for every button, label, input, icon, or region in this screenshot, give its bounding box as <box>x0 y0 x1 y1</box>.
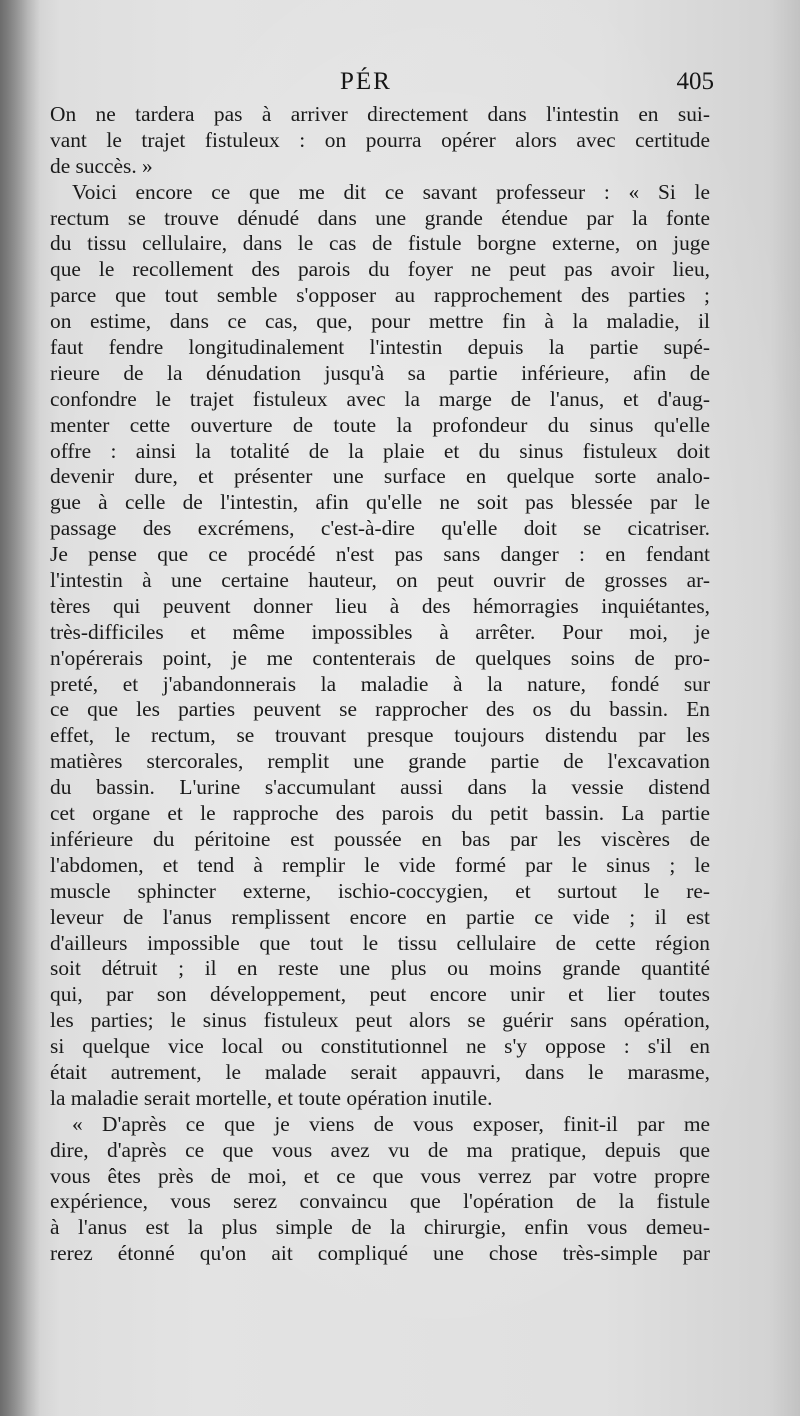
text-line: effet, le rectum, se trouvant presque toujours distendu par les <box>50 723 710 748</box>
page-number: 405 <box>676 68 714 95</box>
text-line: très-difficiles et même impossibles à arrêter. Pour moi, je <box>50 619 710 644</box>
text-line: si quelque vice local ou constitutionnel ne s'y oppose : s'il en <box>50 1034 710 1059</box>
text-line: rieure de la dénudation jusqu'à sa partie inférieure, afin de <box>50 360 710 385</box>
text-line: à l'anus est la plus simple de la chirurgie, enfin vous demeu- <box>50 1215 710 1240</box>
body-text <box>50 102 710 1267</box>
text-line: confondre le trajet fistuleux avec la marge de l'anus, et d'aug- <box>50 386 710 411</box>
text-line: la maladie serait mortelle, et toute opération inutile. <box>50 1085 493 1110</box>
text-line: on estime, dans ce cas, que, pour mettre fin à la maladie, il <box>50 309 710 334</box>
text-line: cet organe et le rapproche des parois du petit bassin. La partie <box>50 801 710 826</box>
text-line: soit détruit ; il en reste une plus ou moins grande quantité <box>50 956 710 981</box>
text-line: expérience, vous serez convaincu que l'opération de la fistule <box>50 1189 710 1214</box>
paragraph-start-line: Voici encore ce que me dit ce savant professeur : « Si le <box>72 179 710 204</box>
text-line: inférieure du péritoine est poussée en bas par les viscères de <box>50 826 710 851</box>
text-line: les parties; le sinus fistuleux peut alors se guérir sans opération, <box>50 1008 710 1033</box>
text-line: leveur de l'anus remplissent encore en partie ce vide ; il est <box>50 904 710 929</box>
text-line: preté, et j'abandonnerais la maladie à la nature, fondé sur <box>50 671 710 696</box>
text-line: offre : ainsi la totalité de la plaie et du sinus fistuleux doit <box>50 438 710 463</box>
text-line: faut fendre longitudinalement l'intestin depuis la partie supé- <box>50 335 710 360</box>
text-line: muscle sphincter externe, ischio-coccygien, et surtout le re- <box>50 878 710 903</box>
text-line: dire, d'après ce que vous avez vu de ma pratique, depuis que <box>50 1137 710 1162</box>
text-line: menter cette ouverture de toute la profondeur du sinus qu'elle <box>50 412 710 437</box>
text-line: vant le trajet fistuleux : on pourra opérer alors avec certitude <box>50 127 710 152</box>
text-line: du tissu cellulaire, dans le cas de fistule borgne externe, on juge <box>50 231 710 256</box>
text-line: passage des excrémens, c'est-à-dire qu'elle doit se cicatriser. <box>50 516 710 541</box>
text-line: du bassin. L'urine s'accumulant aussi dans la vessie distend <box>50 775 710 800</box>
text-line: vous êtes près de moi, et ce que vous verrez par votre propre <box>50 1163 710 1188</box>
text-line: rectum se trouve dénudé dans une grande étendue par la fonte <box>50 205 710 230</box>
text-line: qui, par son développement, peut encore unir et lier toutes <box>50 982 710 1007</box>
text-line: ce que les parties peuvent se rapprocher des os du bassin. En <box>50 697 710 722</box>
text-line: d'ailleurs impossible que tout le tissu cellulaire de cette région <box>50 930 710 955</box>
paragraph-start-line: « D'après ce que je viens de vous exposer, finit-il par me <box>72 1111 710 1136</box>
text-line: l'intestin à une certaine hauteur, on peut ouvrir de grosses ar- <box>50 568 710 593</box>
text-line: était autrement, le malade serait appauvri, dans le marasme, <box>50 1059 710 1084</box>
text-line: gue à celle de l'intestin, afin qu'elle ne soit pas blessée par le <box>50 490 710 515</box>
text-line: devenir dure, et présenter une surface en quelque sorte analo- <box>50 464 710 489</box>
gutter-shadow <box>0 0 40 1416</box>
text-line: de succès. » <box>50 153 153 178</box>
text-line: Je pense que ce procédé n'est pas sans danger : en fendant <box>50 542 710 567</box>
running-head <box>50 68 714 102</box>
running-head-title: PÉR <box>340 68 392 95</box>
text-line: On ne tardera pas à arriver directement dans l'intestin en sui- <box>50 102 710 126</box>
text-line: matières stercorales, remplit une grande partie de l'excavation <box>50 749 710 774</box>
text-line: tères qui peuvent donner lieu à des hémorragies inquiétantes, <box>50 593 710 618</box>
text-line: l'abdomen, et tend à remplir le vide formé par le sinus ; le <box>50 852 710 877</box>
text-line: parce que tout semble s'opposer au rapprochement des parties ; <box>50 283 710 308</box>
text-line: que le recollement des parois du foyer ne peut pas avoir lieu, <box>50 257 710 282</box>
text-line: n'opérerais point, je me contenterais de quelques soins de pro- <box>50 645 710 670</box>
text-line: rerez étonné qu'on ait compliqué une chose très-simple par <box>50 1241 710 1266</box>
